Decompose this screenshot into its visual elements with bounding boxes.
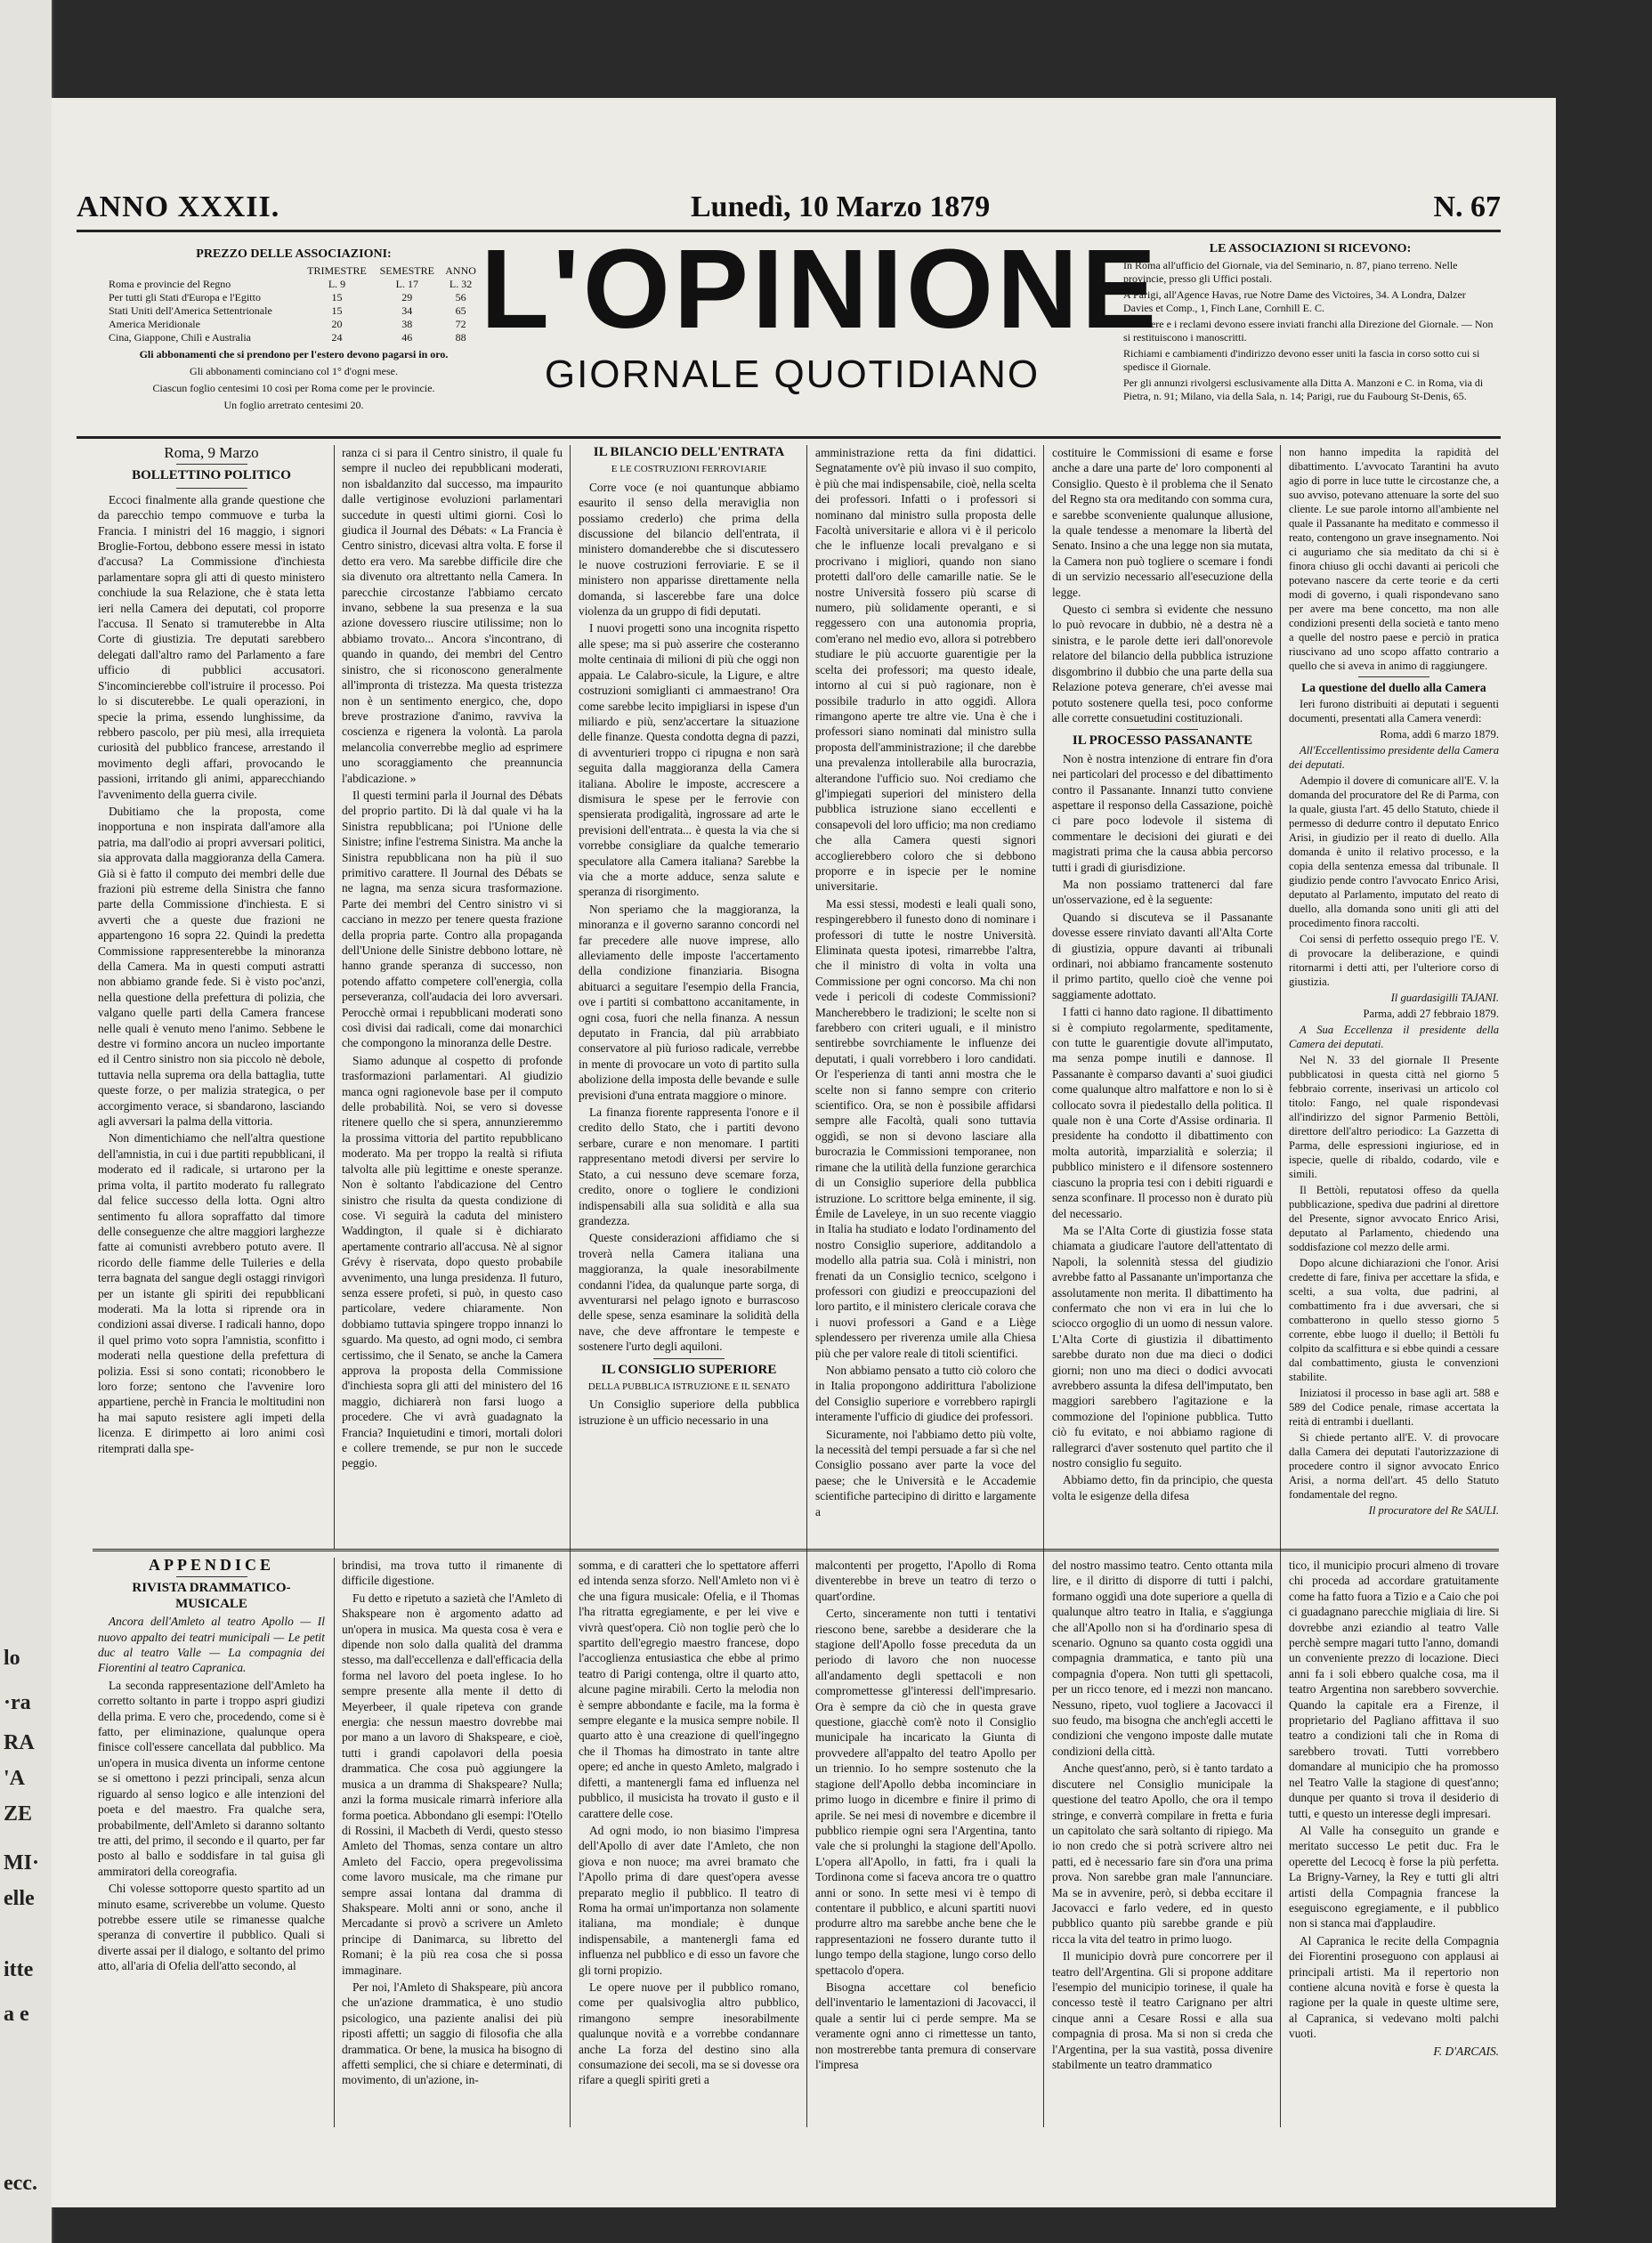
binding-fragment: RA <box>4 1731 35 1754</box>
article-paragraph: del nostro massimo teatro. Cento ottanta mila lire, e il diritto di disporre di tutti i palchi, formano oggidì una dote superiore a quella di qualunque altro teatro in Italia, e s'aggiunga che all'Apollo non si ha d'ordinario spesa di scenario. Ognuno sa quanto costa oggidì una compagnia drammatica, e tanto più una compagnia d'opera. Non tutti gli spettacoli, per un ricco tenore, ed i mezzi non mancano. Nessuno, ripeto, vuol togliere a Jacovacci il suo feudo, ma bisogna che anch'egli accetti le condizioni che vengono imposte dalle mutate condizioni della città. <box>1052 1559 1273 1758</box>
newspaper-title: L'OPINIONE <box>481 226 1161 352</box>
table-cell: 38 <box>401 318 413 330</box>
letter-date: Roma, addì 6 marzo 1879. <box>1380 728 1499 741</box>
table-cell: 46 <box>401 331 413 344</box>
article-paragraph: Ieri furono distribuiti ai deputati i seguenti documenti, presentati alla Camera venerdì: <box>1289 698 1499 725</box>
small-rule <box>1127 729 1198 730</box>
article-title: RIVISTA DRAMMATICO-MUSICALE <box>132 1581 291 1611</box>
appendice-rule <box>93 1549 1499 1551</box>
article-paragraph: somma, e di caratteri che lo spettatore afferri ed intenda senza sforzo. Nell'Amleto non vi è che una figura musicale: Ofelia, e il Thomas l'ha ritratta egregiamente, e per lei vive e vivrà quest'opera. Ciò non toglie però che lo spartito dell'egregio maestro francese, dopo l'accoglienza entusiastica che ebbe al primo teatro di Parigi contenga, oltre il quarto atto, alcune pagine mirabili. Certo la melodia non è sempre abbondante e facile, ma la forma è sempre elegante e la musica sempre nobile. Il quarto atto è una creazione di quell'ingegno che il Thomas ha dimostrato in tante altre opere; ed anche in questo Amleto, malgrado i difetti, a mantenergli fama ed influenza nel pubblico, il musicista ha trovato il gusto e il carattere delle cose. <box>579 1559 799 1820</box>
table-cell: 20 <box>331 318 343 330</box>
article-title: IL PROCESSO PASSANANTE <box>1072 733 1253 749</box>
article-paragraph: Ma se l'Alta Corte di giustizia fosse stata chiamata a giudicare l'autore dell'attentato di Napoli, la solennità stessa del giudizio avrebbe fatto al Passanante un'importanza che assolutamente non merita. Il dibattimento ha confermato che non vi era in lui che lo sciocco orgoglio di un uomo di nessun valore. L'Alta Corte di giustizia il dibattimento sarebbe durato non due ma dieci o dodici giorni; non uno ma dieci o dodici avvocati avrebbero assunta la difesa dell'imputato, ben maggiori sarebbero l'agitazione e la commozione del l'opinione pubblica. Tutto ciò fu evitato, e noi abbiamo ragione di rallegrarci d'aver sostenuto quel partito che il nostro consiglio fu seguito. <box>1052 1223 1273 1470</box>
issue-date: Lunedì, 10 Marzo 1879 <box>691 190 991 223</box>
small-rule <box>176 488 247 489</box>
offices-paragraph: In Roma all'ufficio del Giornale, via del Seminario, n. 87, piano terreno. Nelle provincie, presso gli Uffici postali. <box>1123 259 1458 285</box>
article-paragraph: Corre voce (e noi quantunque abbiamo esaurito il senso della meraviglia non possiamo crederlo) che prima della discussione del bilancio dell'entrata, il ministero domanderebbe che si discutessero le nuove costruzioni ferroviarie. E se il ministero non apparisse direttamente nella domanda, si lascerebbe fare una dolce violenza da un gruppo di fidi deputati. <box>579 480 799 619</box>
article-paragraph: Coi sensi di perfetto ossequio prego l'E. V. di provocare la deliberazione, e quindi ritornarmi i detti atti, per l'ulteriore corso di giustizia. <box>1289 933 1499 988</box>
table-cell: 88 <box>455 331 466 344</box>
letter-addressee: All'Eccellentissimo presidente della Camera dei deputati. <box>1289 744 1499 771</box>
small-rule <box>176 464 247 465</box>
subscription-note: Gli abbonamenti cominciano col 1° d'ogni mese. <box>190 365 398 377</box>
article-paragraph: Al Capranica le recite della Compagnia dei Fiorentini proseguono con applausi ai principali artisti. Ma il repertorio non contiene alcuna novità e forse è questa la ragione per la quale in queste ultime sere, al Capranica, si vedevano molti palchi vuoti. <box>1289 1933 1499 2041</box>
article-paragraph: Nel N. 33 del giornale Il Presente pubblicatosi in questa città nel giorno 5 febbraio corrente, inserivasi un articolo col titolo: Fango, nel quale rispondevasi all'indirizzo del signor Parmenio Bettòli, direttore dell'altro periodico: La Gazzetta di Parma, delle espressioni ingiuriose, ed in ispecie, quelle di ribaldo, codardo, vile e simili. <box>1289 1054 1499 1180</box>
binding-fragment: elle <box>4 1887 35 1910</box>
appendice-heading: APPENDICE <box>148 1558 274 1574</box>
offices-paragraph: Richiami e cambiamenti d'indirizzo devono esser uniti la fascia in corso sotto cui si spedisce il Giornale. <box>1123 347 1480 373</box>
article-paragraph: Ma non possiamo trattenerci dal fare un'osservazione, ed è la seguente: <box>1052 877 1273 907</box>
offices-paragraph: Le lettere e i reclami devono essere inviati franchi alla Direzione del Giornale. — Non si restituiscono i manoscritti. <box>1123 318 1494 344</box>
article-paragraph: Si chiede pertanto all'E. V. di provocare dalla Camera dei deputati l'autorizzazione di procedere contro il signor avvocato Enrico Arisi, a norma dell'art. 45 dello Statuto fondamentale del regno. <box>1289 1431 1499 1501</box>
signature: Il procuratore del Re SAULI. <box>1368 1504 1499 1517</box>
table-cell: 15 <box>331 291 343 304</box>
signature: F. D'ARCAIS. <box>1433 2044 1499 2058</box>
subscription-note: Un foglio arretrato centesimi 20. <box>223 399 364 411</box>
article-paragraph: Ma essi stessi, modesti e leali quali sono, respingerebbero il funesto dono di nominare i professori di tutte le nostre Università. Eliminata questa ipotesi, rimarrebbe l'altra, che il ministro di volta in volta una Commissione per ogni concorso. Ma chi non vede i pericoli di codeste Commissioni? Mancherebbero le tradizioni; le scelte non si farebbero con criteri uguali, e il ministro sentirebbe sovrchiamente le influenze dei deputati, i quali vorrebbero i loro candidati. Or l'esperienza di tanti anni mostra che le scelte non si fanno sempre con criterio scientifico. Ora, se non è possibile affidarsi sempre alle Facoltà, quali sono tuttavia oggidì, se non si devono lasciare alla burocrazia le Commissioni temporanee, non rimane che la utilità della funzione gerarchica di un Consiglio superiore della pubblica istruzione. Lo scrittore belga eminente, il sig. Émile de Laveleye, in un suo recente viaggio in Italia ha studiato e lodato l'ordinamento del nostro Consiglio superiore, additandolo a modello alla patria sua. Colà i ministri, non frenati da un Consiglio tecnico, scelgono i professori con giudizi e preoccupazioni del loro partito, e il ministero clericale corava che i nuovi professori a Gand e a Liège splendessero per riverenza umile alla Chiesa più che per valore reale di titoli scientifici. <box>815 896 1036 1360</box>
subscription-offices <box>1123 242 1497 406</box>
binding-fragment: ZE <box>4 1802 33 1826</box>
binding-fragment: ecc. <box>4 2172 37 2195</box>
appendice-col-5 <box>1052 1558 1273 2127</box>
article-paragraph: Quando si discuteva se il Passanante dovesse essere rinviato davanti all'Alta Corte di giustizia, oppure davanti ai tribunali ordinari, noi abbiamo francamente sostenuto il primo partito, quello cioè che venne poi saggiamente adottato. <box>1052 910 1273 1001</box>
article-paragraph: Iniziatosi il processo in base agli art. 588 e 589 del Codice penale, rimase accertata la reità di entrambi i duellanti. <box>1289 1387 1499 1428</box>
article-paragraph: Bisogna accettare col beneficio dell'inventario le lamentazioni di Jacovacci, il quale a sentir lui ci perde sempre. Ma se veramente ogni anno ci rimettesse un tanto, non mostrerebbe tanta premura di conservare l'impresa <box>815 1980 1036 2071</box>
small-rule <box>176 1576 247 1577</box>
article-paragraph: Non è nostra intenzione di entrare fin d'ora nei particolari del processo e del dibattimento contro il Passanante. Innanzi tutto conviene aspettare il responso della Cassazione, poichè ci pare poco lodevole il sistema di commentare le decisioni dei giurati e dei magistrati prima che la causa abbia percorso tutti i gradi di giurisdizione. <box>1052 751 1273 874</box>
appendice-col-3 <box>579 1558 799 2127</box>
article-paragraph: Il questi termini parla il Journal des Débats del proprio partito. Di là dal quale vi ha la Sinistra repubblicana; poi l'Unione delle Sinistre; infine l'estrema Sinistra. Ma anche la Sinistra repubblicana non ha più il suo primitivo carattere. Il Journal des Débats se ne lagna, ma senza sicura trasformazione. Parte dei membri del Centro sinistro vi si cacciano in mezzo per tenere questa frazione della propria parte. Contro alla propaganda dell'Unione delle Sinistre debbono lottare, nè hanno grande speranza di successo, non potendo affatto competere coll'energia, colla perseveranza, coll'audacia dei loro avversari. Perocchè ormai i repubblicani moderati sono così divisi dai radicali, come dai monarchici che compongono la minoranza delle Destre. <box>342 788 563 1050</box>
article-paragraph: I nuovi progetti sono una incognita rispetto alle spese; ma si può asserire che costeranno molte centinaia di milioni di più che oggi non appaia. Le Calabro-sicule, la Ligure, e altre costruzioni somiglianti ci ammaestrano! Ora come sarebbe lecito impigliarsi in ispese d'un miliardo e più, senz'accertare la situazione delle finanze. Questa condotta degna di pazzi, di avventurieri troppo ci ripugna e non sarà seguita dalla maggioranza della Camera italiana. Abolire le imposte, accrescere a dismisura le spese per le ferrovie con spensierata prodigalità, ingrossare ad arte le previsioni dell'entrata... è questa la via che si vorrebbe consigliare da qualche temerario speculatore alla Camera italiana? Sarebbe la via che a morte adduce, senza salute e speranza di risorgimento. <box>579 621 799 899</box>
column-divider <box>334 1558 335 2127</box>
table-cell: L. 9 <box>328 278 346 290</box>
table-cell: L. 32 <box>449 278 473 290</box>
table-row <box>107 291 481 304</box>
signature: Il guardasigilli TAJANI. <box>1390 992 1499 1004</box>
dateline: Roma, 9 Marzo <box>164 445 259 461</box>
binding-strip <box>0 0 53 2243</box>
letter-addressee: A Sua Eccellenza il presidente della Camera dei deputati. <box>1289 1024 1499 1050</box>
offices-paragraph: A Parigi, all'Agence Havas, rue Notre Dame des Victoires, 34. A Londra, Dalzer Davies et Comp., 1, Finch Lane, Cornhill E. C. <box>1123 288 1466 314</box>
article-paragraph: non hanno impedita la rapidità del dibattimento. L'avvocato Tarantini ha avuto agio di porre in luce tutte le circostanze che, a suo avviso, potevano attenuare la sorte del suo cliente. Le sue parole intorno all'ambiente nel quale il Passanante ha meditato e commesso il reato, contengono un grave insegnamento. Noi ci auguriamo che sia meditato da chi si è finora chiuso gli occhi davanti ai pericoli che potevano nascere da certe teorie e da certi modi di governo, i quali rispondevano sano per avere ma bene concetto, ma non alle condizioni presenti della società e tanto meno a quelle del nostro paese e perciò in pratica riuscivano ad uno scopo affatto contrario a quello che si aveva in animo di raggiungere. <box>1289 446 1499 672</box>
table-cell: Cina, Giappone, Chilì e Australia <box>109 331 251 344</box>
article-subtitle: DELLA PUBBLICA ISTRUZIONE E IL SENATO <box>587 1381 790 1392</box>
table-header: TRIMESTRE <box>307 264 367 277</box>
article-title: IL BILANCIO DELL'ENTRATA <box>593 445 785 459</box>
table-row <box>107 264 481 278</box>
subscription-note: Ciascun foglio centesimi 10 così per Roma come per le provincie. <box>152 382 435 394</box>
article-paragraph: Abbiamo detto, fin da principio, che questa volta le esigenze della difesa <box>1052 1473 1273 1502</box>
article-paragraph: I fatti ci hanno dato ragione. Il dibattimento si è compiuto regolarmente, speditamente, con tutte le guarentigie dovute all'imputato, ma senza pompe inutili e dannose. Il Passanante è comparso davanti a' suoi giudici come qualunque altro malfattore e non lo si è collocato sovra il piedestallo della politica. Il quale non è una Corte d'Assise ordinaria. Il presidente ha condotto il dibattimento con molta autorità, imparzialità e solerzia; il pubblico ministero e il difensore sostennero ciascuno la propria tesi con i debiti riguardi e senza sconfinare. Il processo non è durato più del necessario. <box>1052 1005 1273 1220</box>
table-row <box>107 278 481 291</box>
column-duello <box>1289 445 1499 1540</box>
article-paragraph: Questo ci sembra sì evidente che nessuno lo può revocare in dubbio, nè a destra nè a sinistra, e le parole dette ieri dall'onorevole relatore del bilancio della pubblica istruzione disgombrino il dubbio che una parte della sua Relazione poteva generare, ch'ei avesse mai potuto sostenere quella tesi, poco conforme alle corrette consuetudini costituzionali. <box>1052 603 1273 725</box>
table-cell: 65 <box>455 304 466 317</box>
column-consiglio <box>815 445 1036 1540</box>
table-cell: 34 <box>401 304 413 317</box>
article-paragraph: Chi volesse sottoporre questo spartito ad un minuto esame, scriverebbe un volume. Questo potrebbe essere utile se rimanesse qualche speranza di convertire il pubblico. Quali si diverte assai per il dialogo, e soltanto del primo atto, all'aria di Ofelia dell'atto secondo, al <box>98 1882 325 1973</box>
article-paragraph: Un Consiglio superiore della pubblica istruzione è un ufficio necessario in una <box>579 1397 799 1427</box>
article-paragraph: malcontenti per progetto, l'Apollo di Roma diventerebbe in breve un teatro di terzo o quart'ordine. <box>815 1559 1036 1603</box>
article-paragraph: Il municipio dovrà pure concorrere per il teatro dell'Argentina. Gli si propone additare l'esempio del municipio torinese, il quale ha concesso testè il teatro Carignano per altri cinque anni a Cesare Rossi e alla sua compagnia di prosa. Ma si non si creda che l'Argentina, per la sua vastità, possa divenire stabilmente un teatro drammatico <box>1052 1949 1273 2071</box>
article-paragraph: ranza ci si para il Centro sinistro, il quale fu sempre il nucleo dei repubblicani moderati, non isbaldanzito dal successo, ma impaurito dalle vertiginose evoluzioni parlamentari succedute in questi ultimi giorni. Così lo giudica il Journal des Débats: « La Francia è Centro sinistro, dicevasi altra volta. E forse il detto era vero. Ma sarebbe difficile dire che sia divenuto ora altrettanto nella Camera. In parecchie circostanze l'abbiamo cercato invano, sebbene la sua presenza e la sua azione dovessero riuscire utilissime; non lo abbiamo trovato... Ancora s'incontrano, di quando in quando, dei membri del Centro sinistro, che si riconoscono generalmente all'impronta di tristezza. Ma questa tristezza non è un sentimento energico, che, dopo breve prostrazione d'animo, ravviva la coscienza e rigenera la volontà. La parola melancolia converrebbe meglio ad esprimere uno scoraggiamento che preannuncia l'abdicazione. » <box>342 446 563 785</box>
column-divider <box>334 445 335 1549</box>
masthead <box>481 226 1161 397</box>
appendice-col-1 <box>98 1558 325 2127</box>
column-bollettino-cont <box>342 445 563 1540</box>
price-table <box>107 264 481 344</box>
table-cell: 29 <box>401 291 413 304</box>
table-cell: 72 <box>455 318 466 330</box>
table-row <box>107 318 481 331</box>
table-cell: 56 <box>455 291 466 304</box>
offices-heading: LE ASSOCIAZIONI SI RICEVONO: <box>1209 242 1412 255</box>
article-subtitle: E LE COSTRUZIONI FERROVIARIE <box>611 464 767 475</box>
article-title: BOLLETTINO POLITICO <box>132 468 291 483</box>
article-paragraph: Per noi, l'Amleto di Shakspeare, più ancora che un'azione drammatica, è uno studio psicologico, una paziente analisi dei più riposti affetti; un saggio di filosofia che alla drammatica. Or bene, la musica ha bisogno di affetti semplici, che si chiare e determinati, di movimento, di un'azione, in- <box>342 1980 563 2087</box>
article-paragraph: Queste considerazioni affidiamo che si troverà nella Camera italiana una maggioranza, la quale inesorabilmente condanni l'idea, da qualunque parte sorga, di avventurarsi nel pelago ignoto e burrascoso delle spese, senza esaminare la solidità della nave, che deve affrontare le tempeste e sostenere l'urto degli aquiloni. <box>579 1231 799 1354</box>
binding-fragment: 'A <box>4 1767 25 1790</box>
article-paragraph: amministrazione retta da fini didattici. Segnatamente ov'è più invaso il suo compito, è più che mai indispensabile, cioè, nella scelta dei professori. Infatti o i professori si nominano dal ministro sulla proposta delle Facoltà universitarie e allora vi è il pericolo che le influenze locali prevalgano e si procrivano i migliori, quando non siano protetti dall'oro delle camarille natie. Se le nostre Università fossero più scarse di numero, più solidamente operanti, e si reggessero con una autonomia propria, com'erano nel medio evo, allora si potrebbero studiare le più accuorte guarentigie per la scelta dei professori; ma questo ideale, intorno al cui si può ragionare, non è possibile tradurlo in atto oggidì. Allora rimangono aperte tre altre vie. Una è che i professori siano nominati dal ministro sulla proposta dell'amministrazione; il che darebbe una prevalenza intollerabile alla burocrazia, alterandone l'ufficio suo. Noi crediamo che gl'impiegati superiori del ministero della pubblica istruzione siano eccellenti e consapevoli del loro ufficio; ma non crediamo che alla Camera questi signori accoglierebbero coloro che si debbono proporre e in ispecie per le nomine universitarie. <box>815 446 1036 894</box>
binding-fragment: ·ra <box>4 1691 31 1714</box>
article-paragraph: Anche quest'anno, però, si è tanto tardato a discutere nel Consiglio municipale la questione del teatro Apollo, che ora il tempo stringe, e converrà compilare in fretta e furia un capitolato che sarà soltanto di ripiego. Ma io non credo che si potrà scrivere altro nei patti, ed è necessario fare sin d'ora una prima prova. Non sarebbe gran male l'annunciare. Ma se in avvenire, però, si debba eccitare il Jacovacci e farlo vedere, ed in questo pubblico quanto più sarebbe grande e più ricca la vita del teatro in primo luogo. <box>1052 1761 1273 1946</box>
article-paragraph: brindisi, ma trova tutto il rimanente di difficile digestione. <box>342 1559 563 1588</box>
article-paragraph: Dubitiamo che la proposta, come inopportuna e non inspirata dall'amore alla patria, ma dall'odio ai propri avversari politici, sia approvata dalla maggioranza della Camera. Già si è fatto il computo dei membri delle due frazioni più estreme della Sinistra che fanno parte della Commissione d'inchiesta. E si avverti che a queste due frazioni ne appartengono 16 sopra 22. Quindi la predetta Commissione rappresenterebbe la minoranza della Camera. Ma in questi computi astratti non abbiamo grande fede. Si è visto poc'anzi, nella questione della prefettura di polizia, che valgano quelle parti della Camera francese nelle quali è venuto meno l'animo. Sebbene le destre vi formino ancora un nucleo importante ed il Centro sinistro non sia piccolo nè debole, tuttavia nella suprema ora della battaglia, tutte queste forze, o per malizia strategica, o per accorgimento verace, si sbandarono, lasciando agli avversari la palma della vittoria. <box>98 804 325 1129</box>
table-cell: 24 <box>331 331 343 344</box>
article-title: La questione del duello alla Camera <box>1301 681 1486 694</box>
article-paragraph: La seconda rappresentazione dell'Amleto ha corretto soltanto in parte i troppo aspri giudizi della prima. E vero che, procedendo, come si è fatto, per eliminazione, qualunque opera finisce coll'essere cancellata dal pubblico. Ma un'opera in musica diventa un informe centone se si omettono i pezzi principali, senza alcun riguardo al senso logico e alle intenzioni del poeta e del maestro. Fra qualche sera, probabilmente, dell'Amleto si daranno soltanto tre atti, del primo, il secondo e il quarto, per far posto al ballo e soddisfare in tal guisa gli ammiratori della coreografia. <box>98 1678 325 1878</box>
table-cell: America Meridionale <box>109 318 200 330</box>
table-cell: Roma e provincie del Regno <box>109 278 231 290</box>
article-paragraph: Non abbiamo pensato a tutto ciò coloro che in Italia propongono addirittura l'abolizione del Consiglio superiore e vorrebbero rapirgli interamente l'ufficio di giudice dei professori. <box>815 1363 1036 1424</box>
table-header: ANNO <box>445 264 476 277</box>
appendice-col-2 <box>342 1558 563 2127</box>
article-paragraph: Le opere nuove per il pubblico romano, come per qualsivoglia altro pubblico, rimangono sempre inesorabilmente qualunque novità e a vorrebbe condannare anche La forza del destino sino alla consumazione dei secoli, ma se si dovesse ora rifare a quegli spiriti greti a <box>579 1980 799 2087</box>
subscription-heading: PREZZO DELLE ASSOCIAZIONI: <box>196 247 392 261</box>
column-bilancio <box>579 445 799 1540</box>
table-header <box>107 264 301 278</box>
column-passanante <box>1052 445 1273 1540</box>
table-cell: L. 17 <box>395 278 418 290</box>
table-row <box>107 331 481 344</box>
article-paragraph: tico, il municipio procuri almeno di trovare chi proceda ad accordare gratuitamente come ha fatto fuora a Tizio e a Caio che poi ci guadagnano parecchie migliaia di lire. Si dovrebbe anzi eziandio al teatro Valle perchè sempre magari tutto l'anno, domandi un conveniente prezzo di locazione. Dieci anni fa i soli ebbero qualche cosa, ma il teatro Argentina non sarebbero sovverchie. Quando la capitale era a Firenze, il proprietario del Pagliano affittava il suo teatro a condizioni tali che in Roma di sarebbero trovati. Tutti vorrebbero domandare al municipio che ha promosso nel Teatro Valle la stagione di quest'anno; dunque per quanto si trova il desiderio di tutti, e questo un interesse degli impresari. <box>1289 1559 1499 1820</box>
masthead-rule <box>77 436 1501 439</box>
offices-paragraph: Per gli annunzi rivolgersi esclusivamente alla Ditta A. Manzoni e C. in Roma, via di Pietra, n. 91; Milano, via della Sala, n. 14; Parigi, rue du Faubourg St-Denis, 65. <box>1123 377 1484 402</box>
article-paragraph: Al Valle ha conseguito un grande e meritato successo Le petit duc. Fra le operette del Lecocq è forse la più perfetta. La Brigny-Varney, la Rey e tutti gli altri artisti della Compagnia francese la eseguiscono egregiamente, e il pubblico non si stanca mai d'applaudire. <box>1289 1823 1499 1931</box>
binding-fragment: MI· <box>4 1851 39 1875</box>
column-divider <box>1280 445 1281 2127</box>
subscription-note: Gli abbonamenti che si prendono per l'estero devono pagarsi in oro. <box>139 348 449 360</box>
small-rule <box>653 1358 725 1359</box>
article-intro: Ancora dell'Amleto al teatro Apollo — Il nuovo appalto dei teatri municipali — Le petit duc al teatro Valle — La compagnia dei Fiorentini al teatro Capranica. <box>98 1615 325 1675</box>
newspaper-subtitle: GIORNALE QUOTIDIANO <box>544 352 1041 396</box>
article-paragraph: Certo, sinceramente non tutti i tentativi riescono bene, sarebbe a desiderare che la stagione dell'Apollo fosse preceduta da un periodo di lavoro che non nuocesse all'andamento degli spettacoli e non compromettesse gl'interessi dell'impresario. Ora è sempre da ciò che in questa grave questione, giacchè com'è noto il Consiglio municipale ha incaricato la Giunta di provvedere all'appalto del teatro Apollo per un triennio. Io ho sempre sostenuto che la stagione dell'Apollo debba incominciare in primo luogo in dicembre e finire il primo di aprile. Se nei mesi di novembre e dicembre il pubblico riempie ogni sera l'Argentina, tanto vale che si prolunghi la stagione dell'Apollo. L'opera all'Apollo, in fatti, fra i quali la Tordinona come si faceva ancora tre o quattro anni or sono. In sette mesi vi è tempo di contentare il pubblico, e alcuni spartiti nuovi produrre altro ma sarebbe anche bene che le rappresentazioni ne fossero durante tutto il lungo tempo della stagione, lungo corso dello spettacolo d'opera. <box>815 1607 1036 1977</box>
article-paragraph: Non dimentichiamo che nell'altra questione dell'amnistia, in cui i due partiti repubblicani, il moderato ed il radicale, si urtarono per la prima volta, il partito moderato fu rallegrato dal felice successo della lotta. Ogni altro sentimento fu allora sopraffatto dal timore delle conseguenze che altre maggiori larghezze fatte ai comunisti avrebbero potuto avere. Il ricordo delle fiamme delle Tuileries e della terra bagnata del sangue degli ostaggi rinvigorì per un istante gli spiriti dei repubblicani moderati. Ma la lotta si riprende ora in condizioni assai diverse. I radicali hanno, dopo il quel primo voto sopra l'amnistia, sconfitto i moderati nella questione della prefettura di polizia. Essi si sono contati; riconobbero le loro forze; sentono che l'avvenire loro appartiene, perchè in Francia le moltitudini non ha mai saputo resistere agli impeti della licenza. E dirimpetto ai loro animi così ritemprati dalla spe- <box>98 1131 325 1455</box>
appendice-col-4 <box>815 1558 1036 2127</box>
article-paragraph: costituire le Commissioni di esame e forse anche a dare una parte de' loro componenti al Consiglio. Questo è il problema che il Senato del Regno sta ora meditando con somma cura, e sarebbe sconveniente qualunque allusione, la quale tendesse a menomare la libertà del Senato. Insino a che una legge non sia mutata, la Camera non può togliere o scemare i fondi di un servizio necessario all'esecuzione della legge. <box>1052 446 1273 599</box>
binding-fragment: itte <box>4 1958 34 1981</box>
table-cell: Stati Uniti dell'America Settentrionale <box>109 304 272 317</box>
article-paragraph: Fu detto e ripetuto a sazietà che l'Amleto di Shakspeare non è argomento adatto ad un'opera in musica. Ma questa cosa è vera e dipende non solo dalla qualità del dramma stesso, ma dall'eccellenza e dall'efficacia della forma nel lavoro del poeta inglese. Io ho sempre presente alla mente il detto di Meyerbeer, il quale ripeteva con grande energia: che nessun maestro dovrebbe mai por mano a un lavoro di Shakspeare, e cioè, tutti i grandi capolavori della poesia drammatica. Che cosa può aggiungere la musica a un dramma di Shakspeare? Nulla; anzi la forma musicale rimarrà inferiore alla forma poetica. Abbondano gli esempi: l'Otello di Rossini, il Macbeth di Verdi, questo stesso Amleto del Thomas, senza contare un altro Amleto del Faccio, opera pregevolissima come lavoro musicale, ma che rimane pur sempre assai lontana dal dramma di Shakspeare. Molti anni or sono, anche il Mercadante si provò a scrivere un Amleto principe di Danimarca, su libretto del Romani; è la più rea cosa che si possa immaginare. <box>342 1591 563 1977</box>
column-divider <box>1043 445 1044 2127</box>
article-paragraph: La finanza fiorente rappresenta l'onore e il credito dello Stato, che i partiti devono serbare, curare e non menomare. I partiti rappresentano metodi diversi per servire lo Stato, a cui nessuno deve scemare forza, credito, onore o togliere le condizioni indispensabili alla sua solidità e alla sua grandezza. <box>579 1105 799 1227</box>
article-paragraph: Ad ogni modo, io non biasimo l'impresa dell'Apollo di aver date l'Amleto, che non giova e non nuoce; ma avrei bramato che l'Apollo prima di dare quest'opera avesse preparato meglio il pubblico. Il teatro di Roma ha ormai un'importanza non solamente italiana, ma mondiale; è dunque indispensabile, a mantenergli fama ed influenza nel pubblico e di esso un favore che gli torni propizio. <box>579 1823 799 1977</box>
article-paragraph: Il Bettòli, reputatosi offeso da quella pubblicazione, spediva due padrini al direttore del Presente, signor avvocato Enrico Arisi, deputato al Parlamento, chiedendo una soddisfazione col mezzo delle armi. <box>1289 1184 1499 1253</box>
table-header: SEMESTRE <box>379 264 434 277</box>
small-rule <box>1358 676 1429 677</box>
issue-year: ANNO XXXII. <box>77 190 280 223</box>
article-paragraph: Dopo alcune dichiarazioni che l'onor. Arisi credette di fare, finiva per accettare la sfida, e scelti, a sua volta, due padrini, al combattimento fra i due avversari, che si combatterono in quello stesso giorno 5 corrente, ebbe luogo il duello; il Bettòli fu colpito da scalfittura e si ebbe quindi a cessare dal combattimento, giusta le convenzioni stabilite. <box>1289 1257 1499 1383</box>
column-bollettino <box>98 445 325 1540</box>
binding-fragment: lo <box>4 1647 20 1670</box>
issue-number: N. 67 <box>1433 190 1501 223</box>
appendice-col-6 <box>1289 1558 1499 2127</box>
article-paragraph: Siamo adunque al cospetto di profonde trasformazioni parlamentari. Al giudizio manca ogni ragionevole base per il computo delle probabilità. Noi, se vero si dovesse ritenere quello che si spera, annunzieremmo la prossima vittoria del partito repubblicano moderato. Ma per troppo la realtà si rifiuta talvolta alle più legittime e oneste speranze. Non è soltanto l'abdicazione del Centro sinistro che risulta da questa condizione di cose. Vi seguirà la caduta del ministero Waddington, il quale si è dichiarato apertamente contrario all'accusa. Nè al signor Grévy è riservata, dopo questo probabile avvenimento, una lunga presidenza. Il futuro, senza essere profeti, si può, in questo caso particolare, vedere chiaramente. Non dobbiamo tuttavia spingere troppo innanzi lo sguardo. Ma questo, ad ogni modo, ci sembra certissimo, che il Senato, se anche la Camera approva la proposta della Commissione d'inchiesta sopra gli atti del ministero del 16 maggio, dichiarerà non farsi luogo a procedere. Che vi avrà guadagnato la Francia? Inquietudini e timori, mortali dolori e collere tremende, se pur non le succede peggio. <box>342 1053 563 1470</box>
article-paragraph: Sicuramente, noi l'abbiamo detto più volte, la necessità del tempi persuade a far sì che nel Consiglio possano aver parte la voce del paese; che le Università e le Accademie scientifiche partecipino di diritto e largamente a <box>815 1427 1036 1518</box>
article-paragraph: Eccoci finalmente alla grande questione che da parecchio tempo commuove e turba la Francia. I ministri del 16 maggio, i signori Broglie-Fortou, debbono essere messi in istato d'accusa? La Commissione d'inchiesta parlamentare sopra gli atti di questo ministero conchiude la sua Relazione, che è stata letta ieri nella Camera dei deputati, col proporre l'accusa. Il Senato si tramuterebbe in Alta Corte di giustizia. Tre deputati sarebbero delegati dall'altro ramo del Parlamento a fare ufficio di pubblici accusatori. S'incomincierebbe coll'istruire il processo. Poi lo si discuterebbe. Le quali operazioni, in specie la prima, essendo lunghissime, da rebbero pascolo, per più mesi, alla irrequieta curiosità del pubblico francese, arrestando il movimento degli affari, provocando le passioni, irritando gli animi, apparecchiando l'avvenimento della guerra civile. <box>98 492 325 801</box>
article-paragraph: Adempio il dovere di comunicare all'E. V. la domanda del procuratore del Re di Parma, con la quale, giusta l'art. 45 dello Statuto, chiede il permesso di dedurre contro il deputato Enrico Arisi, in giudizio per il reato di duello. Alla domanda è unito il relativo processo, e la copia della sentenza emessa dal tribunale. Il giudizio pende contro l'avvocato Enrico Arisi, deputato al Parlamento, imputato del reato di duello, alla domanda sono uniti gli atti del procedimento finora raccolti. <box>1289 774 1499 929</box>
subscription-prices <box>107 247 481 412</box>
table-cell: 15 <box>331 304 343 317</box>
article-paragraph: Non speriamo che la maggioranza, la minoranza e il governo saranno concordi nel far precedere alle nuove imprese, allo alleviamento delle imposte l'accertamento della condizione finanziaria. Bisogna abituarci a seguitare l'esempio della Francia, ove i partiti si combattono accanitamente, in ogni cosa, fuori che nella finanza. A nessun deputato in Francia, dal più arrabbiato conservatore al più furioso radicale, verrebbe in mente di provocare un voto di partito sulla abolizione della imposta delle bevande e sulle previsioni d'una entrata maggiore o minore. <box>579 902 799 1102</box>
column-divider <box>570 445 571 2127</box>
article-title: IL CONSIGLIO SUPERIORE <box>601 1362 777 1377</box>
table-cell: Per tutti gli Stati d'Europa e l'Egitto <box>109 291 261 304</box>
table-row <box>107 304 481 318</box>
letter-date: Parma, addì 27 febbraio 1879. <box>1363 1008 1499 1020</box>
column-divider <box>806 445 807 2127</box>
binding-fragment: a e <box>4 2003 29 2026</box>
